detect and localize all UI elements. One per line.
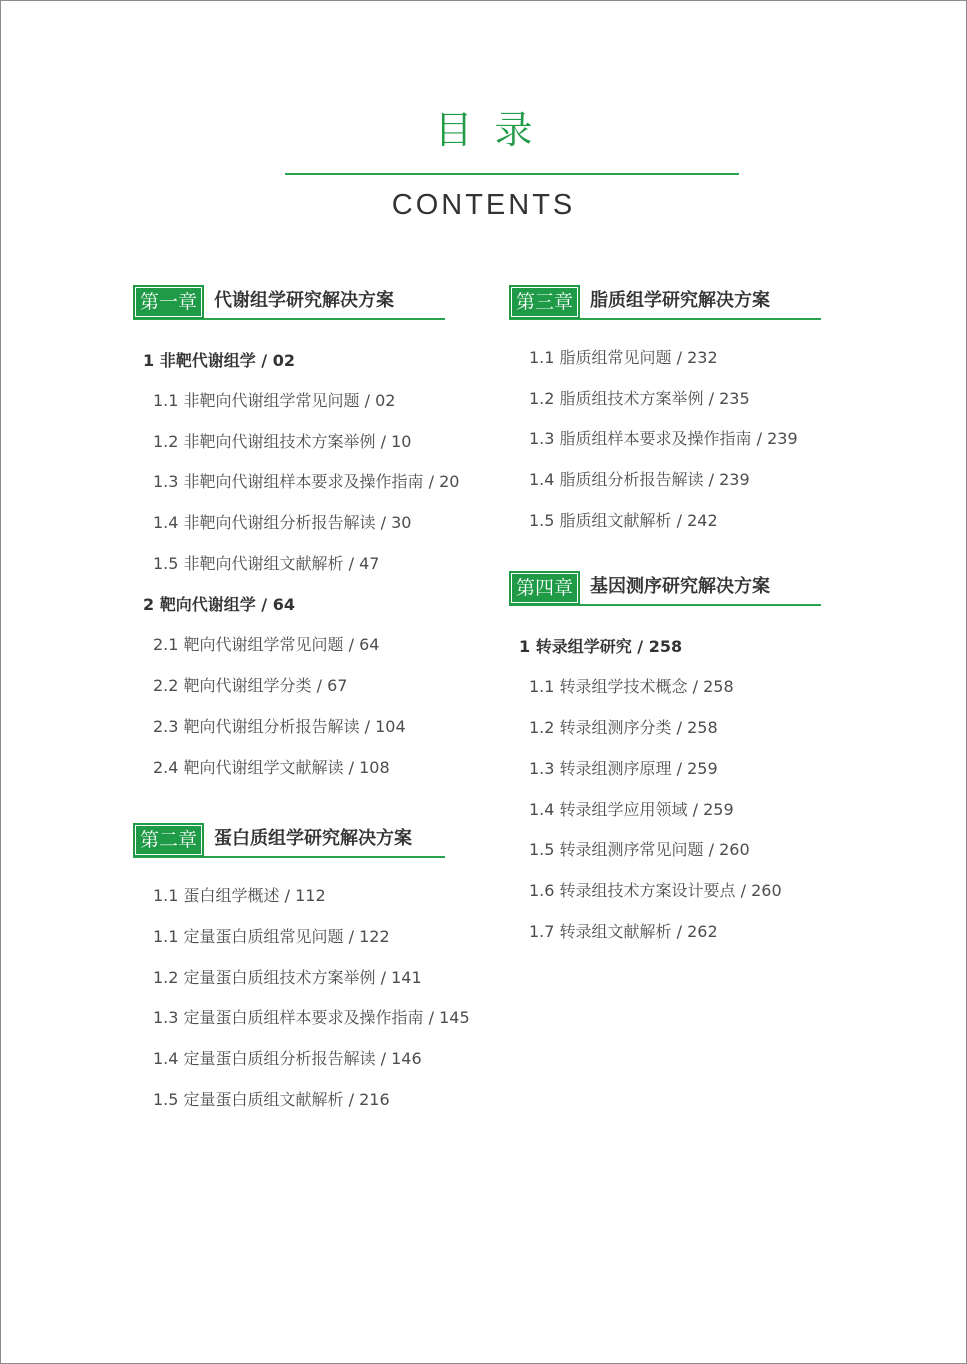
toc-item[interactable]: 1.2 非靶向代谢组技术方案举例 / 10 — [153, 431, 412, 451]
chapter-heading-3[interactable] — [509, 282, 821, 320]
chapter-title: 代谢组学研究解决方案 — [214, 290, 395, 311]
toc-item[interactable]: 1.2 脂质组技术方案举例 / 235 — [529, 388, 750, 408]
toc-item[interactable]: 1.1 定量蛋白质组常见问题 / 122 — [153, 926, 390, 946]
toc-item[interactable]: 2.4 靶向代谢组学文献解读 / 108 — [153, 757, 390, 777]
toc-item[interactable]: 1.2 定量蛋白质组技术方案举例 / 141 — [153, 967, 422, 987]
toc-left-column — [133, 282, 503, 1120]
toc-item[interactable]: 2.3 靶向代谢组分析报告解读 / 104 — [153, 716, 406, 736]
toc-item[interactable]: 1.2 转录组测序分类 / 258 — [529, 718, 718, 738]
toc-item[interactable]: 1.1 脂质组常见问题 / 232 — [529, 348, 718, 367]
title-divider — [285, 173, 739, 175]
toc-item[interactable]: 1.3 定量蛋白质组样本要求及操作指南 / 145 — [153, 1008, 470, 1028]
chapter-heading-1[interactable] — [133, 282, 445, 320]
chapter-badge: 第一章 — [133, 285, 204, 319]
chapter-heading-2[interactable] — [133, 820, 445, 858]
toc-item[interactable]: 1.3 非靶向代谢组样本要求及操作指南 / 20 — [153, 472, 460, 492]
toc-item[interactable]: 2.2 靶向代谢组学分类 / 67 — [153, 676, 348, 696]
toc-section[interactable]: 1 转录组学研究 / 258 — [519, 637, 683, 657]
toc-item[interactable]: 1.5 脂质组文献解析 / 242 — [529, 510, 718, 530]
page-subtitle: CONTENTS — [391, 189, 576, 221]
toc-right-column — [509, 282, 839, 952]
toc-item[interactable]: 1.1 蛋白组学概述 / 112 — [153, 886, 326, 906]
toc-item[interactable]: 1.1 转录组学技术概念 / 258 — [529, 677, 734, 697]
toc-item[interactable]: 1.4 定量蛋白质组分析报告解读 / 146 — [153, 1048, 422, 1068]
toc-item[interactable]: 1.1 非靶向代谢组学常见问题 / 02 — [153, 391, 396, 410]
toc-item[interactable]: 2.1 靶向代谢组学常见问题 / 64 — [153, 635, 380, 655]
chapter-title: 脂质组学研究解决方案 — [590, 290, 771, 311]
toc-item[interactable]: 1.3 脂质组样本要求及操作指南 / 239 — [529, 429, 798, 449]
toc-item[interactable]: 1.5 定量蛋白质组文献解析 / 216 — [153, 1089, 390, 1109]
toc-section[interactable]: 1 非靶代谢组学 / 02 — [143, 351, 295, 370]
toc-item[interactable]: 1.4 转录组学应用领域 / 259 — [529, 799, 734, 819]
chapter-badge: 第二章 — [133, 823, 204, 857]
toc-item[interactable]: 1.5 非靶向代谢组文献解析 / 47 — [153, 553, 380, 573]
toc-item[interactable]: 1.5 转录组测序常见问题 / 260 — [529, 840, 750, 860]
toc-item[interactable]: 1.3 转录组测序原理 / 259 — [529, 758, 718, 778]
toc-item[interactable]: 1.7 转录组文献解析 / 262 — [529, 921, 718, 941]
toc-section[interactable]: 2 靶向代谢组学 / 64 — [143, 595, 295, 615]
chapter-title: 基因测序研究解决方案 — [590, 576, 771, 598]
chapter-badge: 第三章 — [509, 285, 580, 319]
toc-item[interactable]: 1.4 非靶向代谢组分析报告解读 / 30 — [153, 513, 412, 533]
toc-item[interactable]: 1.6 转录组技术方案设计要点 / 260 — [529, 880, 782, 900]
page-title: 目录 — [434, 108, 555, 152]
chapter-badge: 第四章 — [509, 571, 580, 605]
chapter-title: 蛋白质组学研究解决方案 — [214, 828, 413, 850]
chapter-heading-4[interactable] — [509, 568, 821, 606]
toc-item[interactable]: 1.4 脂质组分析报告解读 / 239 — [529, 470, 750, 490]
